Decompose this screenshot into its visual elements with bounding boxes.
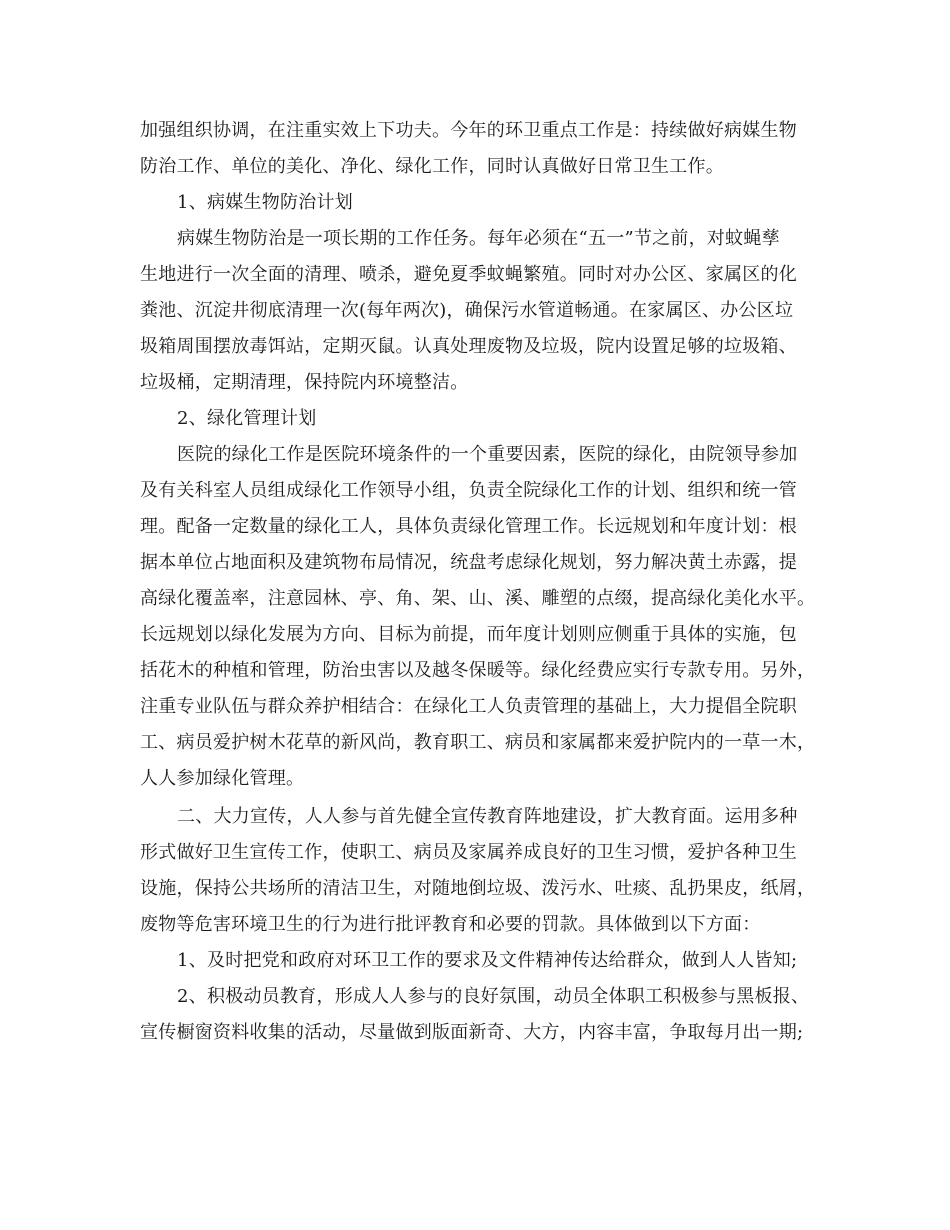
body-text-line: 理。配备一定数量的绿化工人，具体负责绿化管理工作。长远规划和年度计划：根 bbox=[140, 516, 797, 537]
body-text-line: 设施，保持公共场所的清洁卫生，对随地倒垃圾、泼污水、吐痰、乱扔果皮，纸屑， bbox=[140, 878, 816, 899]
list-item: 2、积极动员教育，形成人人参与的良好氛围，动员全体职工积极参与黑板报、 bbox=[177, 986, 810, 1007]
body-text-line: 工、病员爱护树木花草的新风尚，教育职工、病员和家属都来爱护院内的一草一木， bbox=[140, 732, 816, 753]
body-text-line: 宣传橱窗资料收集的活动，尽量做到版面新奇、大方，内容丰富，争取每月出一期; bbox=[140, 1022, 804, 1043]
body-text-line: 防治工作、单位的美化、净化、绿化工作，同时认真做好日常卫生工作。 bbox=[140, 156, 724, 177]
body-text-line: 生地进行一次全面的清理、喷杀，避免夏季蚊蝇繁殖。同时对办公区、家属区的化 bbox=[140, 264, 797, 285]
body-text-line: 人人参加绿化管理。 bbox=[140, 768, 305, 789]
body-text-line: 粪池、沉淀井彻底清理一次(每年两次)，确保污水管道畅通。在家属区、办公区垃 bbox=[140, 300, 794, 321]
section-heading: 2、绿化管理计划 bbox=[177, 408, 317, 429]
body-text-line: 及有关科室人员组成绿化工作领导小组，负责全院绿化工作的计划、组织和统一管 bbox=[140, 480, 797, 501]
body-text-line: 二、大力宣传，人人参与首先健全宣传教育阵地建设，扩大教育面。运用多种 bbox=[177, 806, 798, 827]
section-heading: 1、病媒生物防治计划 bbox=[177, 192, 353, 213]
body-text-line: 圾箱周围摆放毒饵站，定期灭鼠。认真处理废物及垃圾，院内设置足够的垃圾箱、 bbox=[140, 336, 797, 357]
list-item: 1、及时把党和政府对环卫工作的要求及文件精神传达给群众，做到人人皆知; bbox=[177, 950, 798, 971]
body-text-line: 形式做好卫生宣传工作，使职工、病员及家属养成良好的卫生习惯，爱护各种卫生 bbox=[140, 842, 797, 863]
body-text-line: 病媒生物防治是一项长期的工作任务。每年必须在“五一”节之前，对蚊蝇孳 bbox=[177, 228, 780, 249]
body-text-line: 加强组织协调，在注重实效上下功夫。今年的环卫重点工作是：持续做好病媒生物 bbox=[140, 120, 797, 141]
body-text-line: 括花木的种植和管理，防治虫害以及越冬保暖等。绿化经费应实行专款专用。另外， bbox=[140, 660, 816, 681]
body-text-line: 废物等危害环境卫生的行为进行批评教育和必要的罚款。具体做到以下方面： bbox=[140, 914, 761, 935]
body-text-line: 高绿化覆盖率，注意园林、亭、角、架、山、溪、雕塑的点缀，提高绿化美化水平。 bbox=[140, 588, 816, 609]
body-text-line: 据本单位占地面积及建筑物布局情况，统盘考虑绿化规划，努力解决黄土赤露，提 bbox=[140, 552, 797, 573]
body-text-line: 长远规划以绿化发展为方向、目标为前提，而年度计划则应侧重于具体的实施，包 bbox=[140, 624, 797, 645]
body-text-line: 注重专业队伍与群众养护相结合：在绿化工人负责管理的基础上，大力提倡全院职 bbox=[140, 696, 797, 717]
body-text-line: 医院的绿化工作是医院环境条件的一个重要因素，医院的绿化，由院领导参加 bbox=[177, 444, 798, 465]
body-text-line: 垃圾桶，定期清理，保持院内环境整洁。 bbox=[140, 372, 469, 393]
